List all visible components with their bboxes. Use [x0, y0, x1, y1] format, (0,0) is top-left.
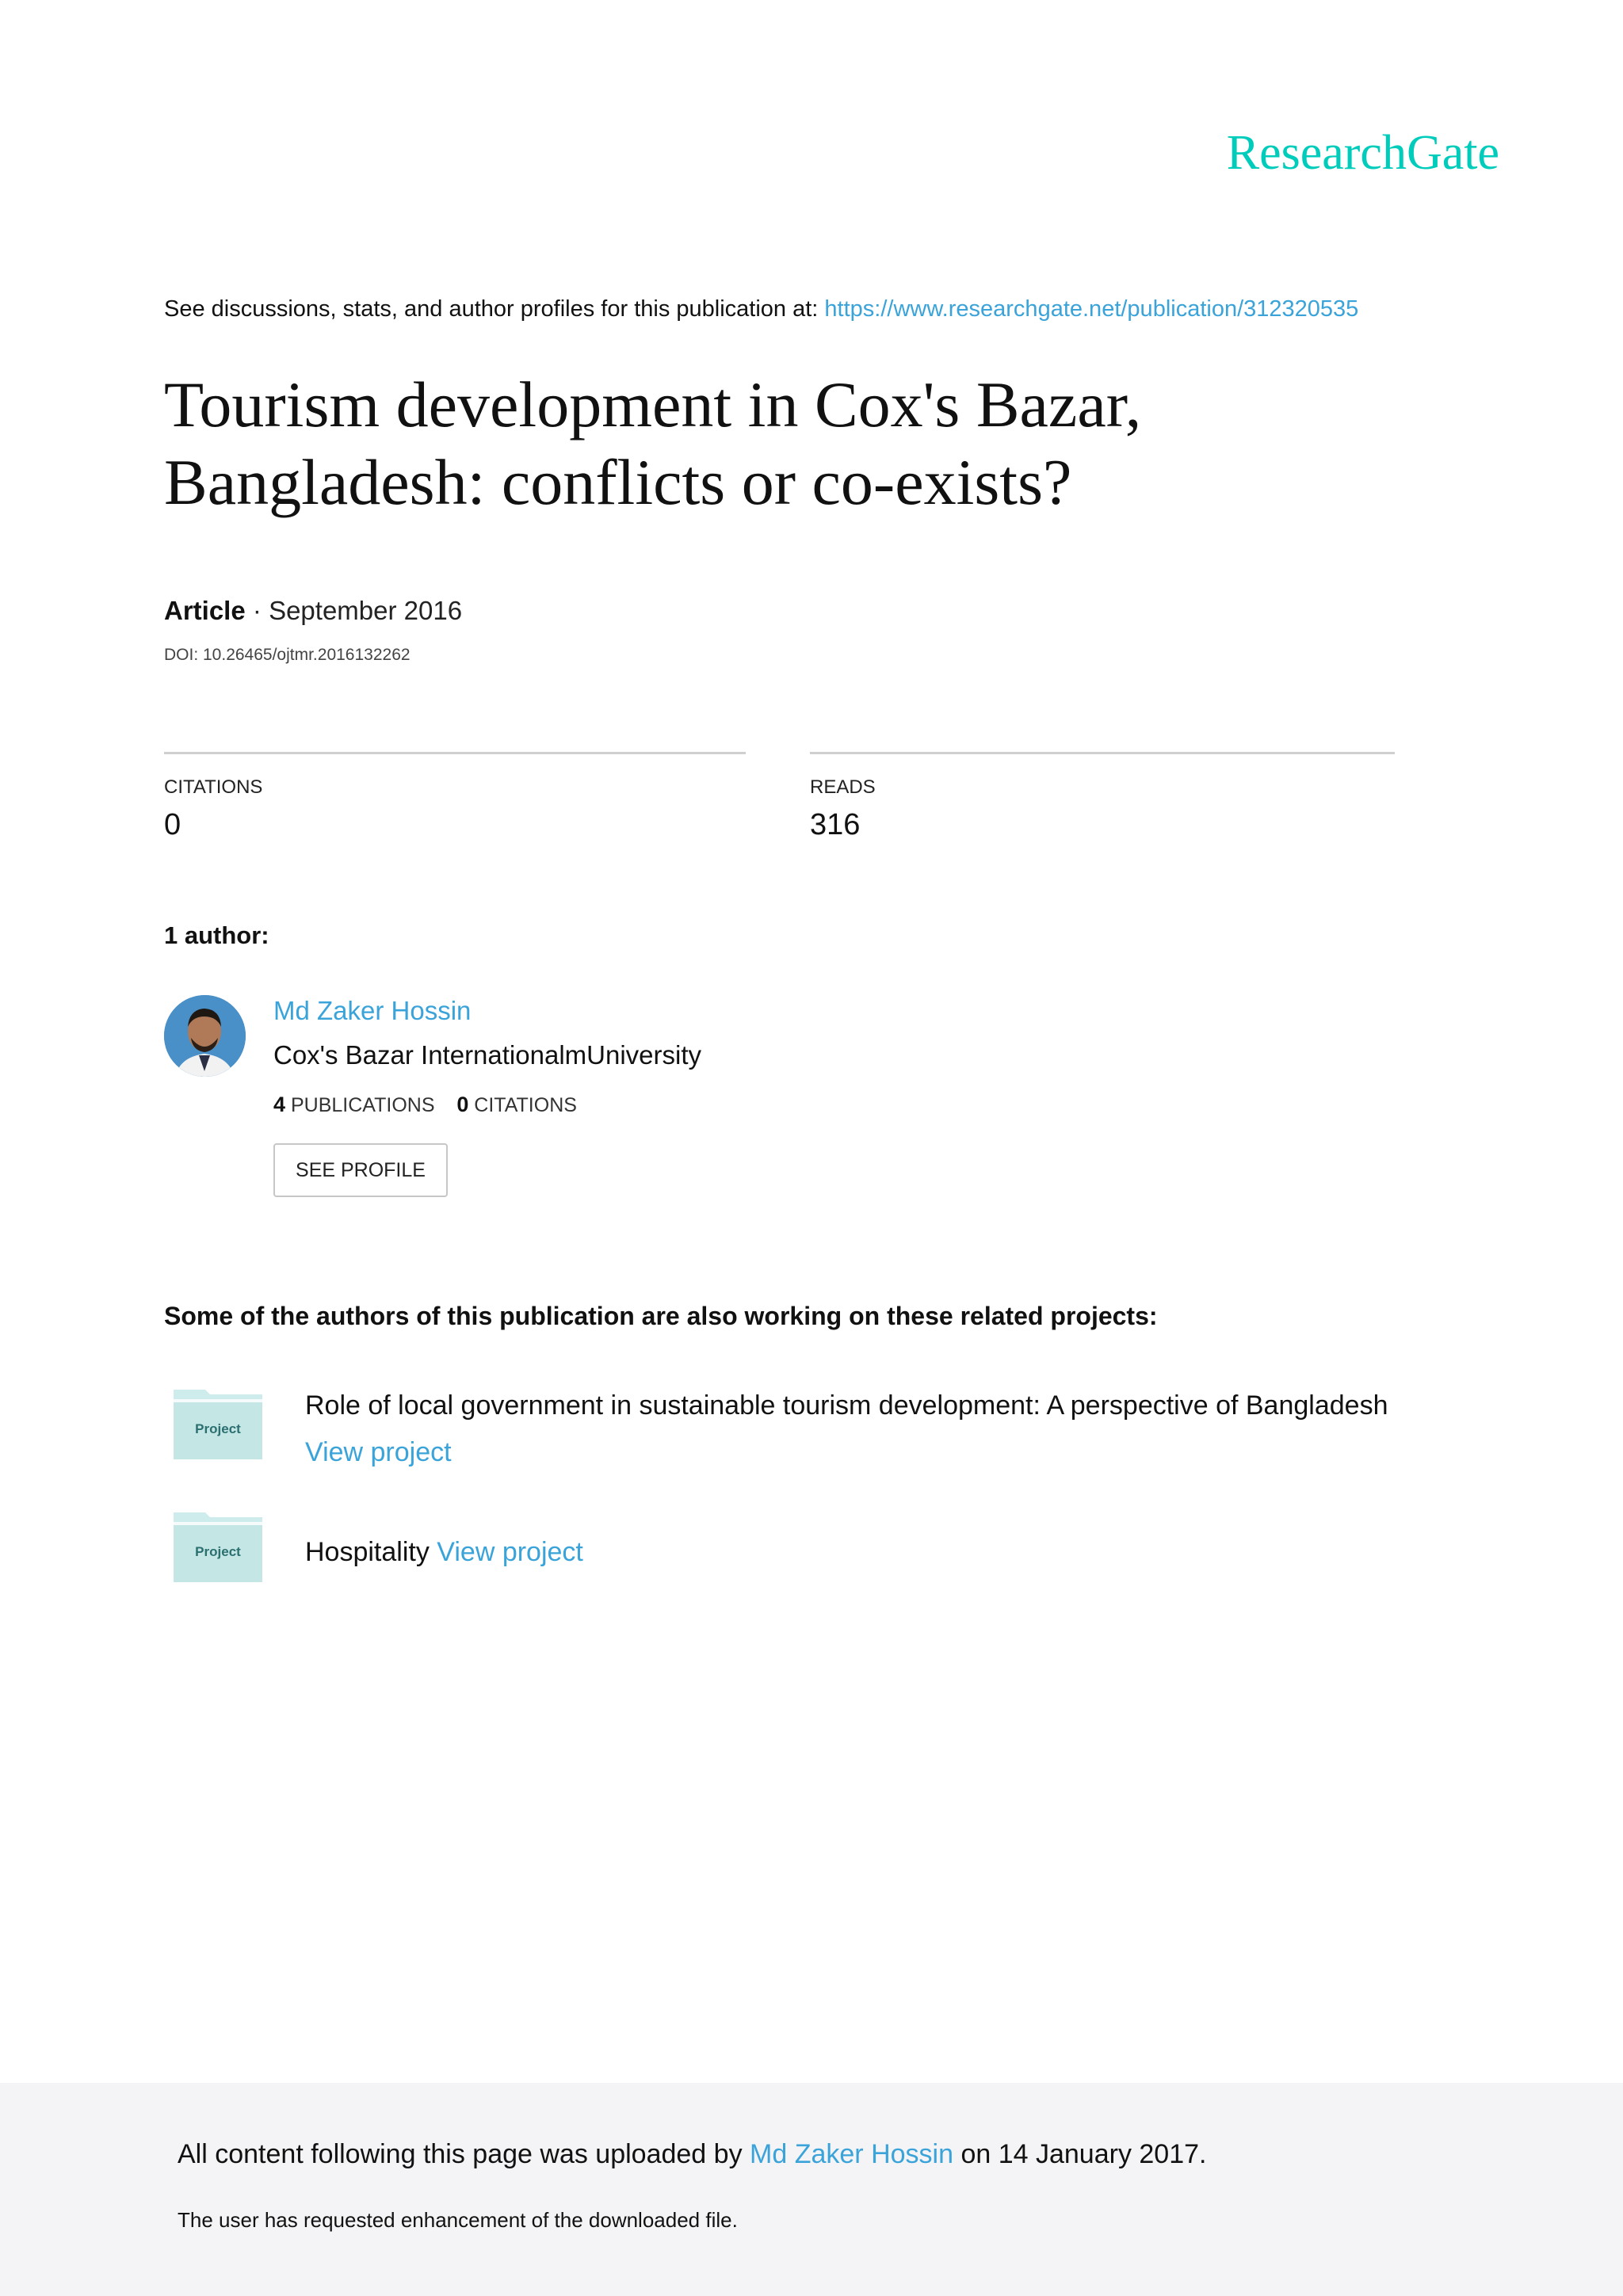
project-item [305, 1383, 1423, 1476]
project-title: Role of local government in sustainable tourism development: A perspective of Bangladesh [305, 1390, 1388, 1421]
author-photo-icon [164, 995, 246, 1077]
publication-date: September 2016 [269, 596, 463, 625]
author-institution: Cox's Bazar InternationalmUniversity [273, 1040, 702, 1070]
publication-url-link[interactable]: https://www.researchgate.net/publication/312320535 [824, 296, 1359, 322]
author-citations-label: CITATIONS [474, 1094, 577, 1116]
view-project-link[interactable]: View project [437, 1537, 583, 1567]
author-avatar[interactable] [164, 995, 246, 1077]
meta-separator: · [252, 596, 262, 625]
reads-label: READS [810, 776, 876, 798]
intro-line [164, 296, 1358, 322]
publication-meta [164, 596, 462, 626]
author-stats [273, 1093, 577, 1117]
citations-value: 0 [164, 808, 181, 841]
project-item [305, 1529, 1423, 1576]
view-project-link[interactable]: View project [305, 1437, 452, 1467]
uploader-link[interactable]: Md Zaker Hossin [750, 2139, 953, 2169]
footer-upload-line [178, 2139, 1206, 2170]
author-name-link[interactable]: Md Zaker Hossin [273, 996, 472, 1025]
publication-type: Article [164, 596, 246, 625]
intro-text: See discussions, stats, and author profiles for this publication at: [164, 296, 819, 322]
project-icon-label: Project [195, 1544, 241, 1559]
author-publications-count: 4 [273, 1093, 286, 1116]
footer-band [0, 2083, 1623, 2296]
publication-doi: DOI: 10.26465/ojtmr.2016132262 [164, 646, 411, 664]
projects-heading: Some of the authors of this publication are also working on these related projects: [164, 1302, 1158, 1330]
researchgate-logo[interactable]: ResearchGate [1226, 126, 1499, 180]
footer-request-note: The user has requested enhancement of the downloaded file. [178, 2208, 738, 2232]
author-publications-label: PUBLICATIONS [290, 1094, 435, 1116]
authors-heading: 1 author: [164, 921, 269, 949]
author-citations-count: 0 [456, 1093, 469, 1116]
citations-stat [164, 752, 746, 842]
project-folder-icon [174, 1386, 262, 1459]
footer-upload-prefix: All content following this page was uploaded by [178, 2139, 743, 2169]
publication-title: Tourism development in Cox's Bazar, Bangladesh: conflicts or co-exists? [164, 368, 1142, 518]
see-profile-button[interactable]: SEE PROFILE [273, 1143, 448, 1197]
project-icon-label: Project [195, 1421, 241, 1436]
reads-stat [810, 752, 1395, 842]
reads-value: 316 [810, 808, 861, 841]
footer-upload-suffix: on 14 January 2017. [960, 2139, 1207, 2169]
project-folder-icon [174, 1509, 262, 1582]
project-title: Hospitality [305, 1537, 430, 1567]
citations-label: CITATIONS [164, 776, 263, 798]
